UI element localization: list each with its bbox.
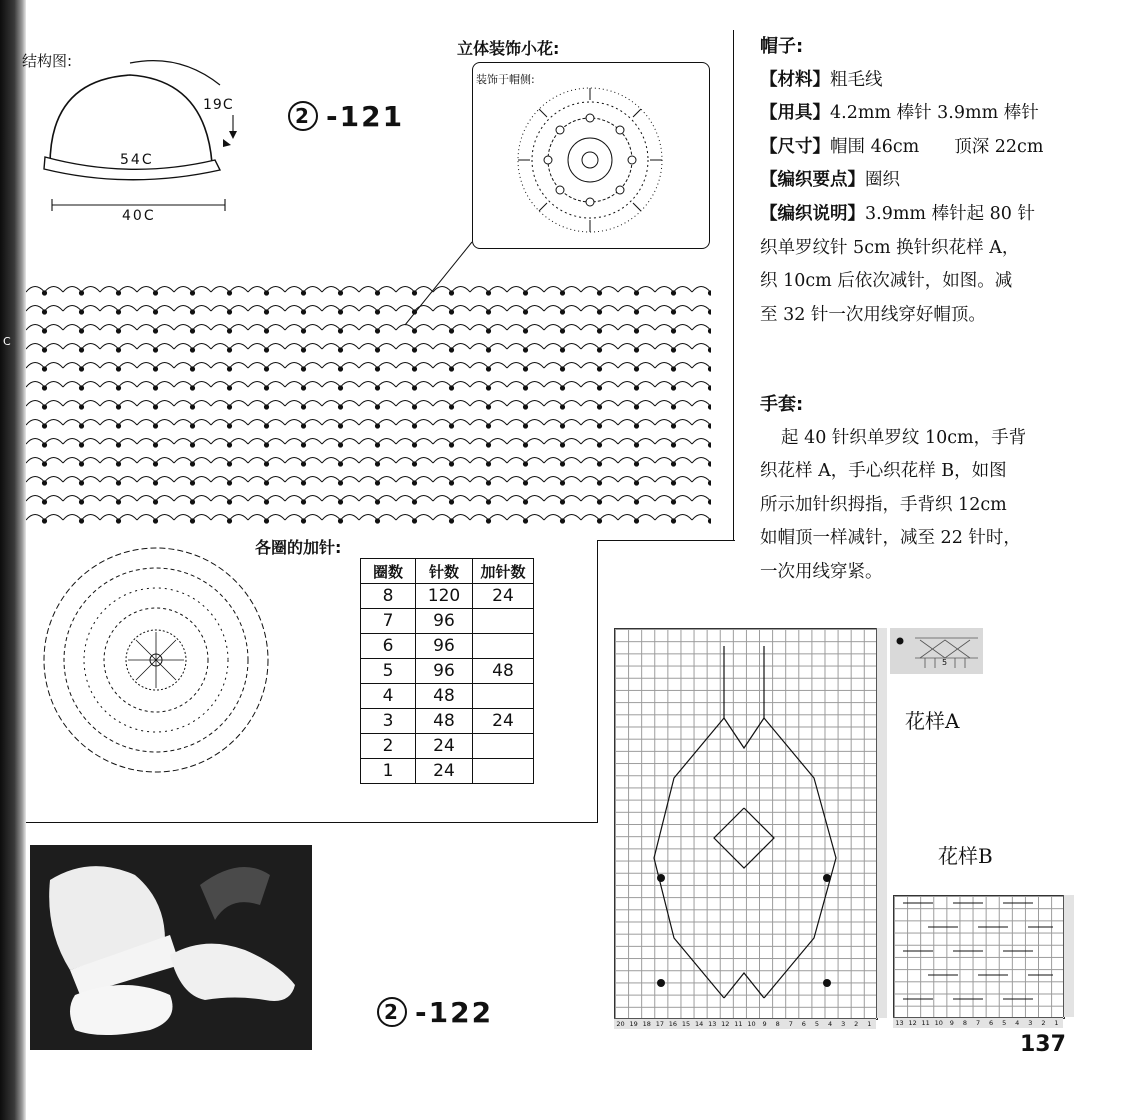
cell-stitches: 96	[416, 634, 473, 659]
cell-round: 5	[361, 659, 416, 684]
frame-line-bottom	[26, 822, 598, 823]
desc-line-1: 3.9mm 棒针起 80 针	[865, 203, 1035, 224]
col-number: 5	[814, 1020, 820, 1028]
table-row	[361, 759, 534, 784]
chart-a-legend	[890, 628, 983, 674]
col-number: 9	[949, 1019, 954, 1027]
photo-hat-mittens-illustration	[30, 845, 312, 1050]
material-label: 【材料】	[760, 69, 830, 90]
col-number: 13	[895, 1019, 904, 1027]
col-number: 16	[668, 1020, 678, 1028]
cell-stitches: 24	[416, 759, 473, 784]
col-number: 8	[775, 1020, 780, 1028]
cell-round: 3	[361, 709, 416, 734]
cell-increase: 24	[473, 584, 534, 609]
increase-title: 各圈的加针:	[255, 538, 342, 557]
cell-round: 6	[361, 634, 416, 659]
dim-top-label: 19C	[203, 97, 234, 113]
cell-increase	[473, 684, 534, 709]
table-row	[361, 684, 534, 709]
left-edge-mark: C	[3, 335, 11, 348]
pattern-code-text: -122	[415, 996, 494, 1029]
tools-value: 4.2mm 棒针 3.9mm 棒针	[830, 103, 1039, 124]
chart-a-row-numbers	[876, 628, 887, 1018]
col-number: 5	[1002, 1019, 1007, 1027]
col-number: 20	[616, 1020, 625, 1028]
col-number: 4	[827, 1020, 833, 1028]
desc-line-4: 至 32 针一次用线穿好帽顶。	[760, 304, 986, 325]
cell-round: 7	[361, 609, 416, 634]
pattern-code-121	[288, 100, 404, 133]
col-number: 15	[681, 1020, 691, 1028]
cell-stitches: 120	[416, 584, 473, 609]
header-round: 圈数	[361, 559, 416, 584]
col-number: 4	[1015, 1019, 1020, 1027]
circled-number: 2	[377, 997, 407, 1027]
col-number: 3	[841, 1020, 846, 1028]
col-number: 2	[854, 1020, 859, 1028]
flower-crochet-chart	[505, 80, 675, 240]
cell-stitches: 96	[416, 659, 473, 684]
pattern-code-122	[377, 996, 493, 1029]
cell-increase: 48	[473, 659, 534, 684]
frame-line-right	[733, 30, 734, 540]
hat-tools-line	[760, 97, 1105, 131]
flower-note: 装饰于帽侧:	[476, 73, 535, 86]
size-value: 帽围 46cm 顶深 22cm	[830, 136, 1044, 157]
flower-title: 立体装饰小花:	[457, 39, 560, 58]
col-number: 6	[801, 1020, 806, 1028]
product-photo	[30, 845, 312, 1050]
round-doily-chart	[34, 528, 279, 793]
cell-round: 8	[361, 584, 416, 609]
col-number: 1	[867, 1020, 872, 1028]
pattern-code-text: -121	[326, 100, 405, 133]
col-number: 13	[708, 1020, 717, 1028]
chart-b-stitch-pattern	[893, 895, 1063, 1017]
frame-line-step	[597, 540, 735, 541]
cell-round: 4	[361, 684, 416, 709]
col-number: 19	[629, 1020, 638, 1028]
cell-round: 2	[361, 734, 416, 759]
col-number: 11	[921, 1019, 930, 1027]
header-stitches: 针数	[416, 559, 473, 584]
hat-material-line	[760, 64, 1105, 98]
hat-desc-line	[760, 198, 1105, 232]
table-row	[361, 584, 534, 609]
dim-circumference-label: 54C	[120, 152, 154, 168]
col-number: 12	[721, 1020, 730, 1028]
hat-points-line	[760, 164, 1105, 198]
points-label: 【编织要点】	[760, 170, 865, 191]
col-number: 11	[734, 1020, 743, 1028]
col-number: 10	[934, 1019, 943, 1027]
col-number: 12	[908, 1019, 917, 1027]
legend-cable-symbol	[890, 628, 983, 674]
cell-increase	[473, 734, 534, 759]
cell-stitches: 48	[416, 684, 473, 709]
cell-increase: 24	[473, 709, 534, 734]
chart-a-cable-motif	[614, 628, 876, 1018]
gloves-line-3: 所示加针织拇指，手背织 12cm	[760, 494, 1007, 515]
col-number: 7	[975, 1019, 981, 1027]
col-number: 8	[962, 1019, 967, 1027]
table-row	[361, 659, 534, 684]
increase-table	[360, 558, 534, 784]
material-value: 粗毛线	[830, 69, 883, 90]
hat-heading: 帽子:	[760, 36, 804, 57]
cell-stitches: 24	[416, 734, 473, 759]
chart-b-row-numbers	[1063, 895, 1074, 1017]
desc-label: 【编织说明】	[760, 203, 865, 224]
cell-stitches: 96	[416, 609, 473, 634]
table-row	[361, 634, 534, 659]
hat-instructions	[760, 30, 1105, 332]
col-number: 1	[1054, 1019, 1059, 1027]
col-number: 17	[655, 1020, 664, 1028]
cell-increase	[473, 634, 534, 659]
chart-a-col-numbers	[614, 1018, 876, 1029]
desc-line-2: 织单罗纹针 5cm 换针织花样 A，	[760, 237, 1020, 258]
table-row	[361, 609, 534, 634]
page-number: 137	[1020, 1032, 1066, 1057]
col-number: 2	[1041, 1019, 1046, 1027]
structure-label: 结构图:	[22, 52, 73, 70]
gloves-line-1: 起 40 针织单罗纹 10cm，手背	[781, 427, 1027, 448]
col-number: 9	[762, 1020, 767, 1028]
legend-number: 5	[942, 658, 948, 667]
cell-increase	[473, 609, 534, 634]
gloves-line-2: 织花样 A，手心织花样 B，如图	[760, 461, 1007, 482]
table-row	[361, 734, 534, 759]
chart-b-col-numbers	[893, 1017, 1063, 1028]
table-row	[361, 709, 534, 734]
dim-width-label: 40C	[122, 208, 156, 224]
gloves-heading: 手套:	[760, 394, 804, 415]
chart-a-label: 花样A	[905, 709, 960, 733]
col-number: 14	[694, 1020, 704, 1028]
hat-structure-diagram	[30, 55, 250, 225]
cell-stitches: 48	[416, 709, 473, 734]
col-number: 10	[747, 1020, 756, 1028]
cell-round: 1	[361, 759, 416, 784]
points-value: 圈织	[865, 170, 900, 191]
table-header-row	[361, 559, 534, 584]
header-increase: 加针数	[473, 559, 534, 584]
size-label: 【尺寸】	[760, 136, 830, 157]
desc-line-3: 织 10cm 后依次减针，如图。减	[760, 271, 1013, 292]
frame-line-inner	[597, 540, 598, 822]
col-number: 6	[989, 1019, 994, 1027]
cell-increase	[473, 759, 534, 784]
col-number: 7	[788, 1020, 793, 1028]
gloves-instructions	[760, 388, 1105, 590]
circled-number: 2	[288, 101, 318, 131]
tools-label: 【用具】	[760, 103, 830, 124]
chart-b-label: 花样B	[938, 844, 993, 868]
col-number: 18	[642, 1020, 651, 1028]
gloves-line-5: 一次用线穿紧。	[760, 561, 883, 582]
col-number: 3	[1028, 1019, 1033, 1027]
page-gutter	[0, 0, 26, 1120]
gloves-line-4: 如帽顶一样减针，减至 22 针时，	[760, 528, 1021, 549]
lace-stitch-band	[26, 280, 711, 530]
hat-size-line	[760, 131, 1105, 165]
